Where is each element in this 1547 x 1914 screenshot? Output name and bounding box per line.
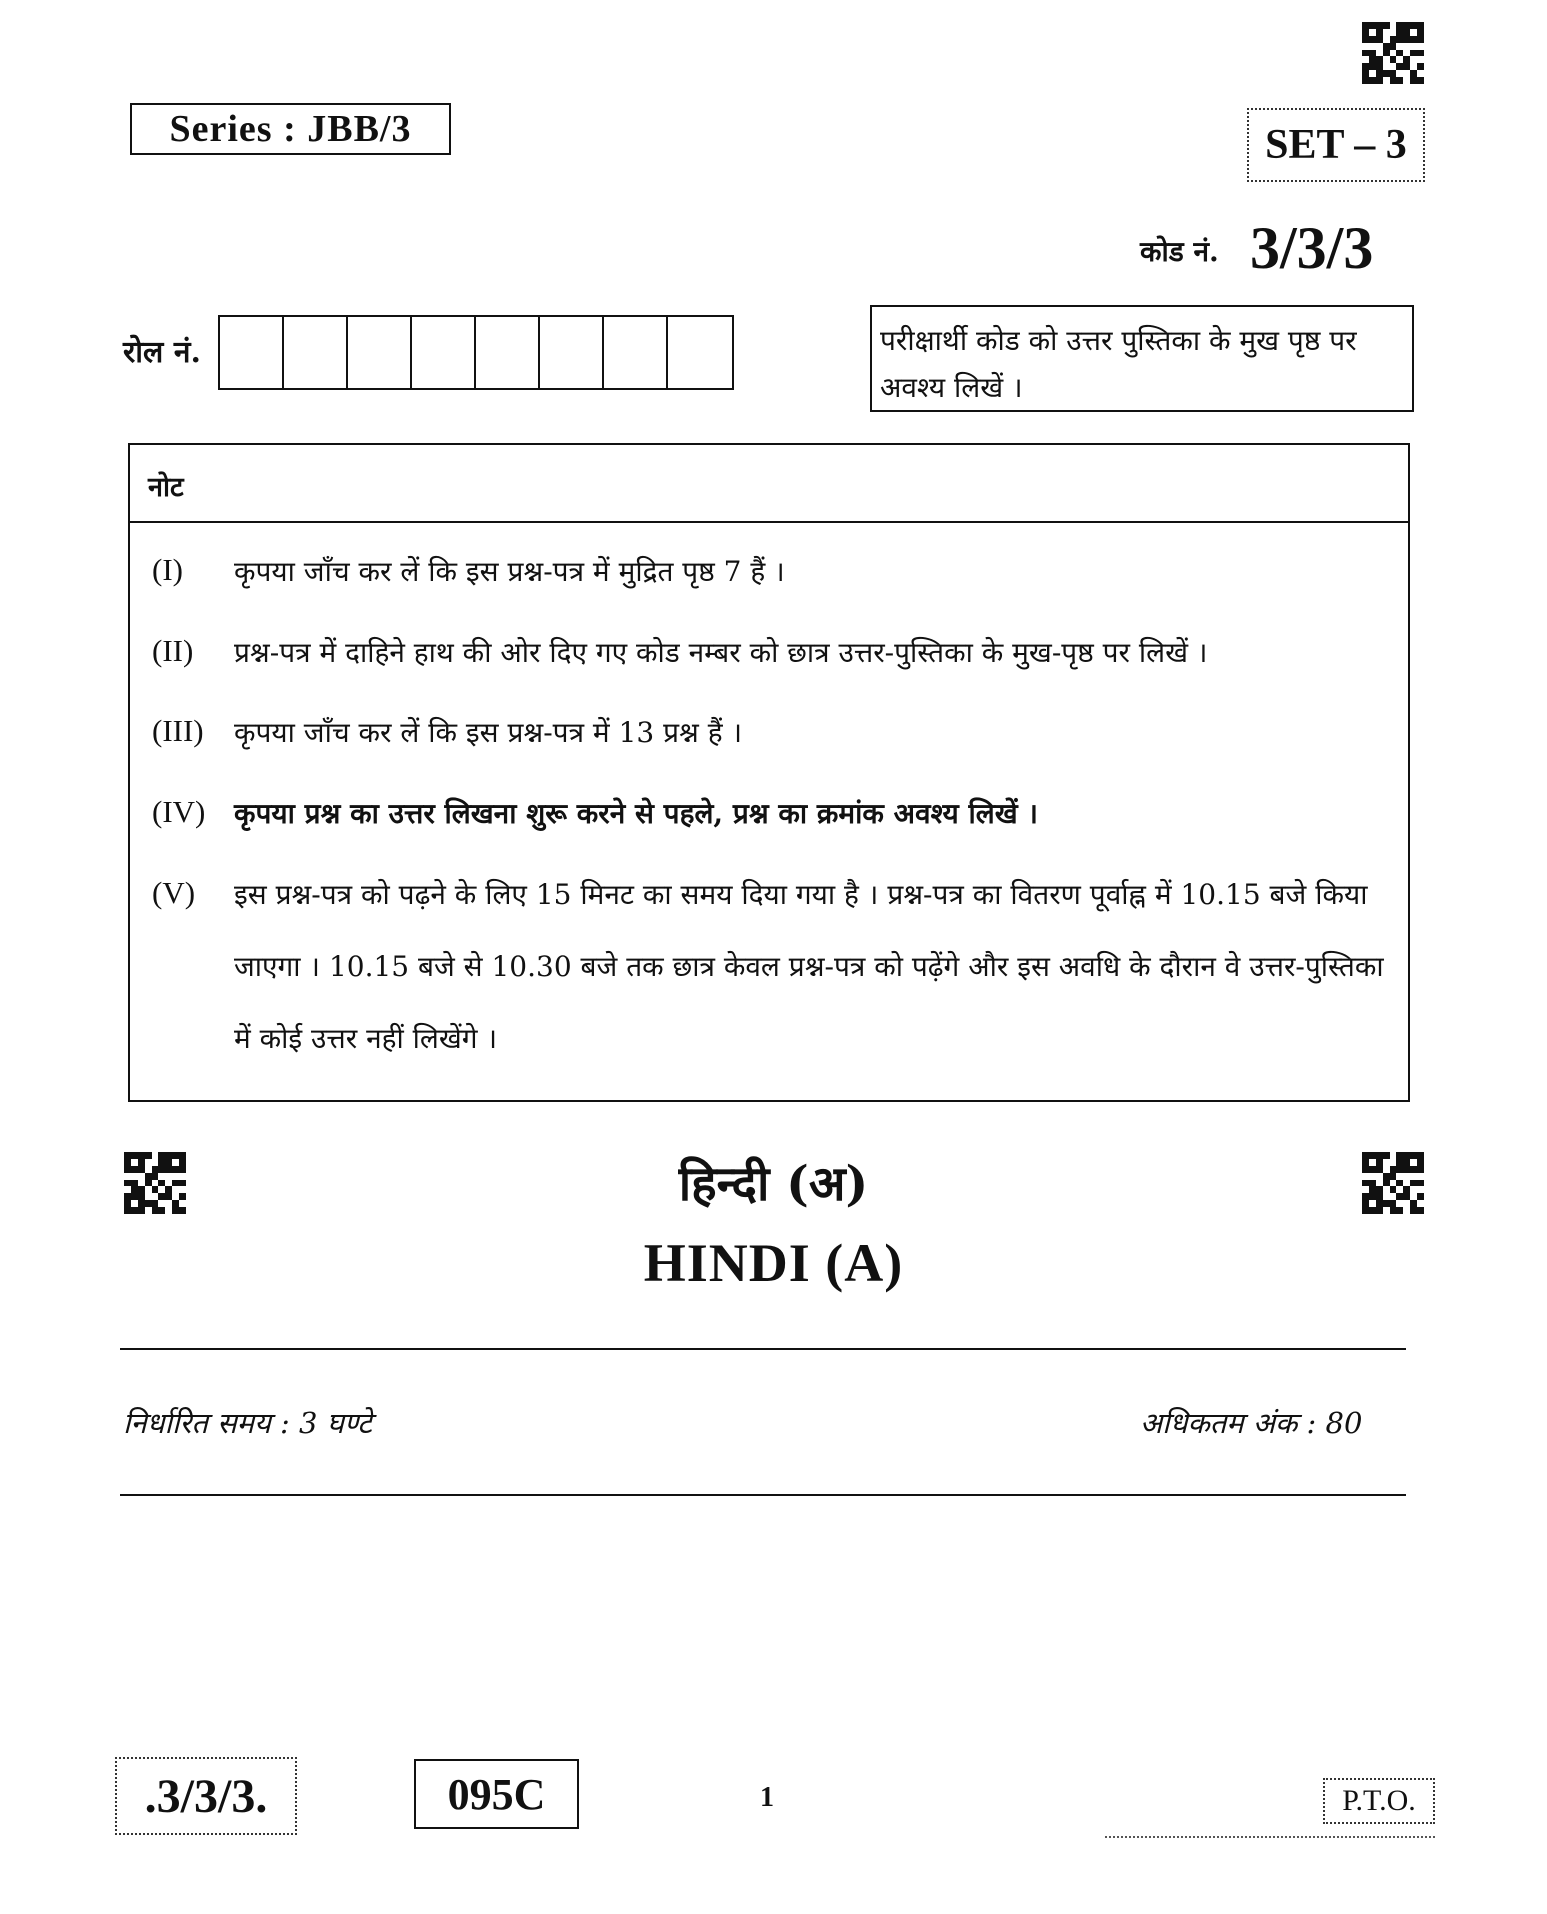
note-heading: नोट bbox=[130, 445, 1408, 523]
note-item-text: इस प्रश्न-पत्र को पढ़ने के लिए 15 मिनट का समय दिया गया है । प्रश्न-पत्र का वितरण पूर्वाह्न में 10.15 बजे किया जाएगा । 10.15 बजे से 10.30 बजे तक छात्र केवल प्रश्न-पत्र को पढ़ेंगे और इस अवधि के दौरान वे उत्तर-पुस्तिका में कोई उत्तर नहीं लिखेंगे । bbox=[234, 878, 1384, 1055]
code-value: 3/3/3 bbox=[1250, 215, 1374, 281]
candidate-code-instruction: परीक्षार्थी कोड को उत्तर पुस्तिका के मुख पृष्ठ पर अवश्य लिखें । bbox=[870, 305, 1414, 412]
maximum-marks: अधिकतम अंक : 80 bbox=[1140, 1406, 1363, 1440]
subject-code: 095C bbox=[414, 1759, 579, 1829]
time-allowed: निर्धारित समय : 3 घण्टे bbox=[123, 1406, 372, 1440]
code-label: कोड नं. bbox=[1140, 235, 1219, 268]
note-item-number: (III) bbox=[152, 713, 204, 748]
note-item-number: (V) bbox=[152, 875, 196, 910]
note-box bbox=[128, 443, 1410, 1102]
roll-box bbox=[220, 317, 284, 388]
subject-title-hindi: हिन्दी (अ) bbox=[678, 1156, 869, 1212]
qr-code-top-right bbox=[1362, 22, 1424, 84]
page-number: 1 bbox=[760, 1782, 774, 1813]
roll-box bbox=[668, 317, 732, 388]
roll-box bbox=[284, 317, 348, 388]
pto-label: P.T.O. bbox=[1323, 1778, 1435, 1824]
roll-box bbox=[476, 317, 540, 388]
note-item-text: कृपया प्रश्न का उत्तर लिखना शुरू करने से पहले, प्रश्न का क्रमांक अवश्य लिखें । bbox=[234, 797, 1038, 830]
roll-box bbox=[540, 317, 604, 388]
note-item-text: कृपया जाँच कर लें कि इस प्रश्न-पत्र में 13 प्रश्न हैं । bbox=[234, 716, 743, 749]
note-item-number: (IV) bbox=[152, 794, 206, 829]
subject-title-english: HINDI (A) bbox=[643, 1233, 904, 1293]
set-label: SET – 3 bbox=[1247, 108, 1425, 182]
footer-code: .3/3/3. bbox=[115, 1757, 297, 1835]
roll-box bbox=[604, 317, 668, 388]
roll-box bbox=[348, 317, 412, 388]
divider bbox=[120, 1348, 1406, 1350]
note-item-text: कृपया जाँच कर लें कि इस प्रश्न-पत्र में मुद्रित पृष्ठ 7 हैं । bbox=[234, 555, 785, 588]
series-label: Series : JBB/3 bbox=[130, 103, 451, 155]
divider bbox=[120, 1494, 1406, 1496]
note-item-text: प्रश्न-पत्र में दाहिने हाथ की ओर दिए गए कोड नम्बर को छात्र उत्तर-पुस्तिका के मुख-पृष्ठ पर लिखें । bbox=[234, 636, 1208, 669]
roll-box bbox=[412, 317, 476, 388]
note-item-number: (I) bbox=[152, 552, 183, 587]
roll-number-boxes bbox=[218, 315, 734, 390]
note-item-number: (II) bbox=[152, 633, 194, 668]
roll-number-label: रोल नं. bbox=[123, 335, 201, 370]
footer-rule bbox=[1105, 1836, 1435, 1838]
